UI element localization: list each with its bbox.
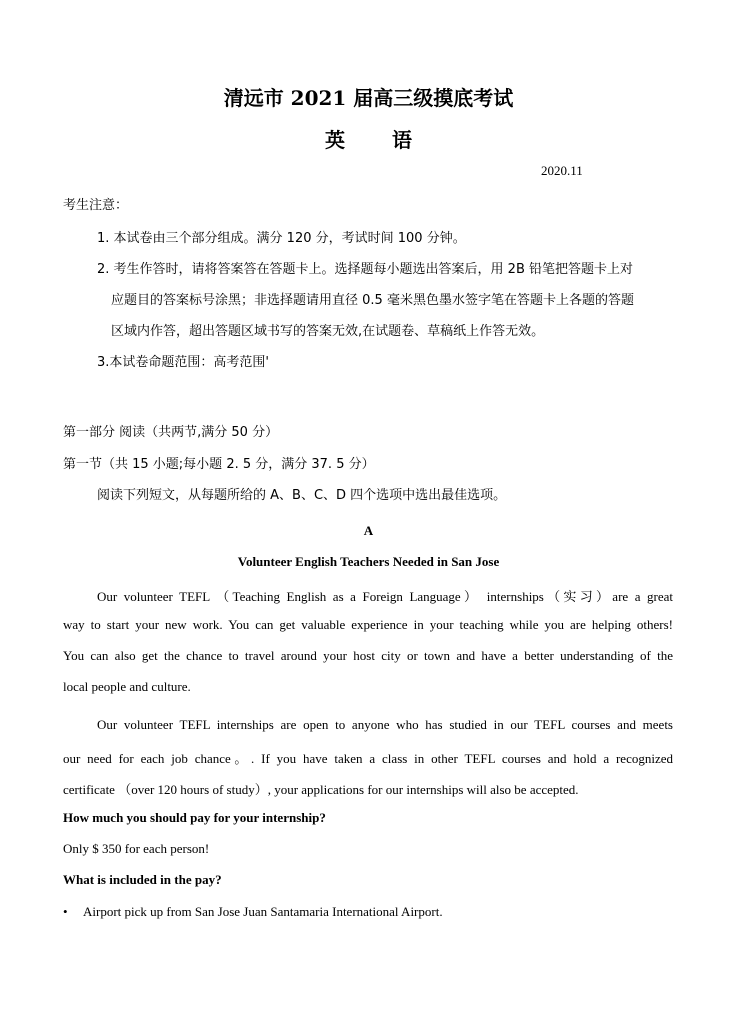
exam-date: 2020.11 xyxy=(541,163,583,178)
question-heading-pay: How much you should pay for your internship? xyxy=(63,810,326,825)
paragraph-1-line-2: way to start your new work. You can get valuable experience in your teaching while you are helping others! xyxy=(63,617,673,632)
bullet-icon: • xyxy=(63,904,68,919)
part-heading: 第一部分 阅读（共两节,满分 50 分） xyxy=(63,425,279,440)
paragraph-2-line-1: Our volunteer TEFL internships are open to anyone who has studied in our TEFL courses and meets xyxy=(97,717,673,732)
notice-item-2-line-2: 应题目的答案标号涂黑；非选择题请用直径 0.5 毫米黑色墨水签字笔在答题卡上各题的答题 xyxy=(111,293,634,308)
subsection-heading: 第一节（共 15 小题;每小题 2. 5 分，满分 37. 5 分） xyxy=(63,457,375,472)
pay-answer: Only $ 350 for each person! xyxy=(63,841,210,856)
question-heading-included: What is included in the pay? xyxy=(63,872,222,887)
notice-heading: 考生注意： xyxy=(63,198,129,213)
notice-item-1: 1. 本试卷由三个部分组成。满分 120 分，考试时间 100 分钟。 xyxy=(97,231,466,246)
subject-title: 英 语 xyxy=(325,128,432,152)
notice-item-2-line-1: 2. 考生作答时，请将答案答在答题卡上。选择题每小题选出答案后，用 2B 铅笔把答题卡上对 xyxy=(97,262,633,277)
notice-item-3: 3.本试卷命题范围：高考范围' xyxy=(97,355,269,370)
paragraph-2-line-3: certificate （over 120 hours of study）, your applications for our internships will also be accepted. xyxy=(63,782,579,797)
paragraph-1-line-3: You can also get the chance to travel around your host city or town and have a better understanding of the xyxy=(63,648,673,663)
bullet-item-1: Airport pick up from San Jose Juan Santamaria International Airport. xyxy=(83,904,443,919)
exam-title: 清远市 2021 届高三级摸底考试 xyxy=(223,86,514,110)
paragraph-2-line-2: our need for each job chance。. If you have taken a class in other TEFL courses and hold a recognized xyxy=(63,751,673,766)
passage-title: Volunteer English Teachers Needed in San Jose xyxy=(237,554,500,569)
instruction-text: 阅读下列短文，从每题所给的 A、B、C、D 四个选项中选出最佳选项。 xyxy=(97,488,507,503)
passage-letter: A xyxy=(363,523,374,538)
paragraph-1-line-4: local people and culture. xyxy=(63,679,191,694)
paragraph-1-line-1: Our volunteer TEFL （Teaching English as a Foreign Language） internships（实习）are a great xyxy=(97,589,673,604)
notice-item-2-line-3: 区域内作答，超出答题区域书写的答案无效,在试题卷、草稿纸上作答无效。 xyxy=(111,324,545,339)
